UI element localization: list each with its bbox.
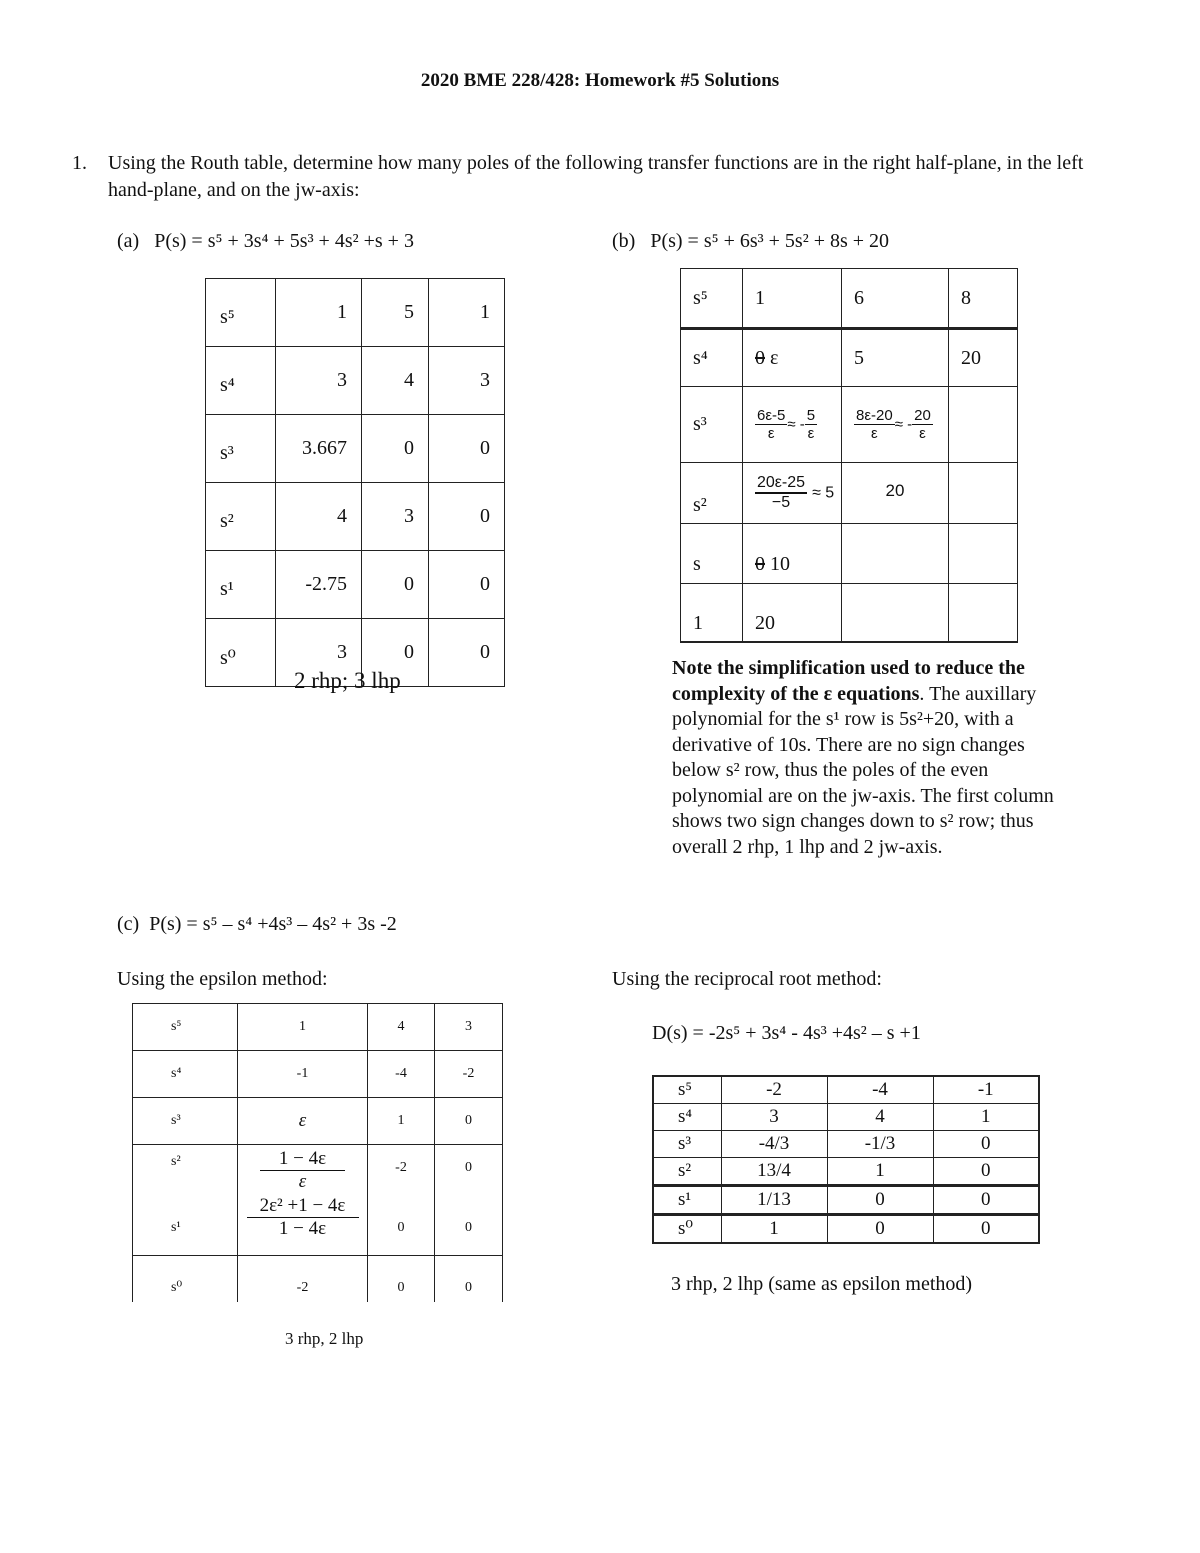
table-cell: -2.75	[276, 551, 362, 619]
table-cell	[743, 524, 842, 584]
table-row	[206, 483, 505, 551]
epsilon-value: ε	[770, 346, 779, 369]
part-c-heading	[117, 913, 397, 936]
table-row	[133, 1145, 503, 1256]
numerator: 20ε-25	[755, 474, 807, 494]
row-label-s1: s¹	[171, 1220, 181, 1235]
table-row	[133, 1098, 503, 1145]
table-cell: 20	[743, 584, 842, 642]
fraction	[260, 1148, 345, 1193]
table-cell	[743, 387, 842, 463]
table-cell: 8	[949, 269, 1018, 329]
table-row	[206, 279, 505, 347]
routh-table-c-epsilon	[132, 1003, 503, 1302]
denominator: ε	[298, 1171, 307, 1192]
table-cell	[743, 463, 842, 524]
table-cell	[949, 524, 1018, 584]
struck-value: 0	[755, 553, 765, 575]
table-cell: 3	[721, 1104, 827, 1131]
row-label: s²	[206, 483, 276, 551]
table-cell: -2	[721, 1076, 827, 1104]
row-label: s⁰	[133, 1256, 238, 1302]
table-cell	[949, 387, 1018, 463]
table-cell: 1	[276, 279, 362, 347]
table-cell: 5	[842, 329, 949, 387]
row-label: s⁰	[206, 619, 276, 687]
table-row	[653, 1186, 1039, 1215]
row-label: s¹	[653, 1186, 721, 1215]
denominator: 1 − 4ε	[278, 1218, 327, 1239]
table-cell: 0	[429, 483, 505, 551]
part-b-heading	[612, 230, 889, 253]
row-label: s⁵	[653, 1076, 721, 1104]
part-a-label: (a)	[117, 230, 140, 252]
cell-value: 0	[465, 1220, 472, 1235]
table-row	[681, 387, 1018, 463]
table-cell: 4	[368, 1004, 435, 1051]
table-cell: -1	[933, 1076, 1039, 1104]
row-label: s⁴	[653, 1104, 721, 1131]
row-label: s⁴	[681, 329, 743, 387]
row-label: s⁵	[681, 269, 743, 329]
row-label: s	[681, 524, 743, 584]
table-cell: 1/13	[721, 1186, 827, 1215]
fraction	[805, 407, 817, 442]
question-number: 1.	[72, 152, 87, 174]
table-cell	[949, 584, 1018, 642]
table-row	[681, 329, 1018, 387]
table-row	[206, 415, 505, 483]
table-cell: 5	[362, 279, 429, 347]
part-b-label: (b)	[612, 230, 636, 252]
approx-sign: ≈ -	[894, 416, 913, 434]
table-cell	[949, 463, 1018, 524]
table-cell: 1	[827, 1158, 933, 1186]
fraction	[854, 407, 895, 442]
page-title: 2020 BME 228/428: Homework #5 Solutions	[420, 70, 780, 91]
routh-table-c-reciprocal	[652, 1075, 1040, 1244]
table-row	[653, 1131, 1039, 1158]
approx-sign: ≈ -	[787, 416, 805, 434]
table-cell: 0	[362, 415, 429, 483]
row-label: s⁵	[133, 1004, 238, 1051]
part-c-equation: P(s) = s⁵ – s⁴ +4s³ – 4s² + 3s -2	[149, 913, 397, 935]
table-cell	[842, 524, 949, 584]
note-period: .	[919, 682, 925, 705]
table-cell	[238, 1145, 368, 1256]
fraction	[755, 407, 787, 442]
table-row	[133, 1051, 503, 1098]
fraction	[912, 407, 933, 442]
table-row	[653, 1104, 1039, 1131]
cell-value: -2	[395, 1160, 407, 1175]
table-cell: 3	[362, 483, 429, 551]
table-cell: 0	[827, 1215, 933, 1244]
denominator: ε	[871, 425, 878, 442]
note-bold: Note the simplification used to reduce the complexity of the ε equations	[672, 657, 1025, 705]
table-cell: 0	[933, 1215, 1039, 1244]
table-cell	[842, 387, 949, 463]
table-cell: 0	[429, 551, 505, 619]
denominator: ε	[807, 425, 815, 442]
table-cell: -1/3	[827, 1131, 933, 1158]
row-label	[133, 1145, 238, 1256]
routh-table-a	[205, 278, 505, 687]
table-cell: -4	[368, 1051, 435, 1098]
row-label: s³	[133, 1098, 238, 1145]
table-cell: 0	[368, 1256, 435, 1302]
numerator: 6ε-5	[757, 407, 786, 424]
reciprocal-equation: D(s) = -2s⁵ + 3s⁴ - 4s³ +4s² – s +1	[652, 1022, 921, 1044]
table-cell: 6	[842, 269, 949, 329]
table-cell: 0	[362, 551, 429, 619]
table-cell: 0	[435, 1256, 503, 1302]
table-cell: ε	[238, 1098, 368, 1145]
table-cell: 3	[276, 619, 362, 687]
table-row	[681, 269, 1018, 329]
row-label: 1	[681, 584, 743, 642]
table-cell: 13/4	[721, 1158, 827, 1186]
table-cell: 1	[743, 269, 842, 329]
table-cell: -4	[827, 1076, 933, 1104]
table-cell: 3	[429, 347, 505, 415]
table-cell: 0	[933, 1186, 1039, 1215]
table-cell: 20	[842, 463, 949, 524]
part-a-heading	[117, 230, 414, 253]
table-cell: 1	[721, 1215, 827, 1244]
numerator: 8ε-20	[856, 407, 893, 424]
numerator: 1 − 4ε	[260, 1148, 345, 1171]
row-label: s³	[206, 415, 276, 483]
table-row	[653, 1158, 1039, 1186]
table-cell: 0	[933, 1131, 1039, 1158]
table-row	[653, 1076, 1039, 1104]
routh-table-b	[680, 268, 1018, 643]
cell-value: 0	[465, 1160, 472, 1175]
table-row	[681, 524, 1018, 584]
table-row	[133, 1256, 503, 1302]
table-cell: 3.667	[276, 415, 362, 483]
table-cell: -4/3	[721, 1131, 827, 1158]
table-row	[206, 347, 505, 415]
table-cell: 4	[276, 483, 362, 551]
table-row	[206, 551, 505, 619]
numerator: 2ε² +1 − 4ε	[247, 1195, 359, 1218]
table-cell	[842, 584, 949, 642]
table-row	[653, 1215, 1039, 1244]
table-cell: 1	[429, 279, 505, 347]
cell-value: 10	[770, 553, 790, 575]
cell-value: 0	[397, 1220, 405, 1235]
row-label: s⁰	[653, 1215, 721, 1244]
table-cell: 0	[435, 1098, 503, 1145]
part-a-result: 2 rhp; 3 lhp	[294, 668, 401, 693]
table-cell: 0	[429, 619, 505, 687]
part-b-equation: P(s) = s⁵ + 6s³ + 5s² + 8s + 20	[650, 230, 890, 252]
row-label: s⁴	[133, 1051, 238, 1098]
table-row	[133, 1004, 503, 1051]
approx-value: ≈ 5	[812, 484, 835, 502]
struck-value: 0	[755, 346, 765, 369]
table-cell: -1	[238, 1051, 368, 1098]
row-label: s⁴	[206, 347, 276, 415]
table-row	[681, 584, 1018, 642]
table-cell: 3	[435, 1004, 503, 1051]
table-cell	[743, 329, 842, 387]
table-cell	[435, 1145, 503, 1256]
table-cell: 0	[429, 415, 505, 483]
fraction	[247, 1195, 359, 1240]
row-label: s²	[681, 463, 743, 524]
table-cell: 0	[933, 1158, 1039, 1186]
note-text: The auxillary polynomial for the s¹ row is 5s²+20, with a derivative of 10s. There are no sign changes below s² row, thus the poles of the even polynomial are on the jw-axis. The first column shows two sign changes down to s² row; thus overall 2 rhp, 1 lhp and 2 jw-axis.	[672, 682, 1054, 858]
table-cell: 0	[362, 619, 429, 687]
row-label-s2: s²	[171, 1154, 181, 1169]
part-a-equation: P(s) = s⁵ + 3s⁴ + 5s³ + 4s² +s + 3	[154, 230, 414, 252]
table-cell: -2	[238, 1256, 368, 1302]
denominator: −5	[771, 494, 791, 511]
part-b-note	[672, 656, 1062, 860]
table-cell: 4	[362, 347, 429, 415]
row-label: s¹	[206, 551, 276, 619]
table-row	[681, 463, 1018, 524]
table-cell: 4	[827, 1104, 933, 1131]
reciprocal-result: 3 rhp, 2 lhp (same as epsilon method)	[671, 1273, 973, 1295]
numerator: 5	[806, 407, 816, 424]
row-label: s²	[653, 1158, 721, 1186]
fraction	[755, 474, 807, 512]
row-label: s³	[681, 387, 743, 463]
table-cell: 0	[827, 1186, 933, 1215]
table-cell: 1	[933, 1104, 1039, 1131]
table-cell: 1	[238, 1004, 368, 1051]
denominator: ε	[919, 425, 926, 442]
row-label: s⁵	[206, 279, 276, 347]
row-label: s³	[653, 1131, 721, 1158]
table-cell: -2	[435, 1051, 503, 1098]
epsilon-result: 3 rhp, 2 lhp	[285, 1329, 364, 1348]
question-text: Using the Routh table, determine how many poles of the following transfer functions are in the right half-plane, in the left hand-plane, and on the jw-axis:	[108, 152, 1084, 201]
denominator: ε	[767, 425, 775, 442]
table-cell: 20	[949, 329, 1018, 387]
table-cell: 3	[276, 347, 362, 415]
part-c-label: (c)	[117, 913, 140, 935]
numerator: 20	[914, 407, 931, 424]
table-cell	[368, 1145, 435, 1256]
table-cell: 1	[368, 1098, 435, 1145]
epsilon-method-heading: Using the epsilon method:	[117, 968, 328, 990]
reciprocal-method-heading: Using the reciprocal root method:	[612, 968, 882, 990]
